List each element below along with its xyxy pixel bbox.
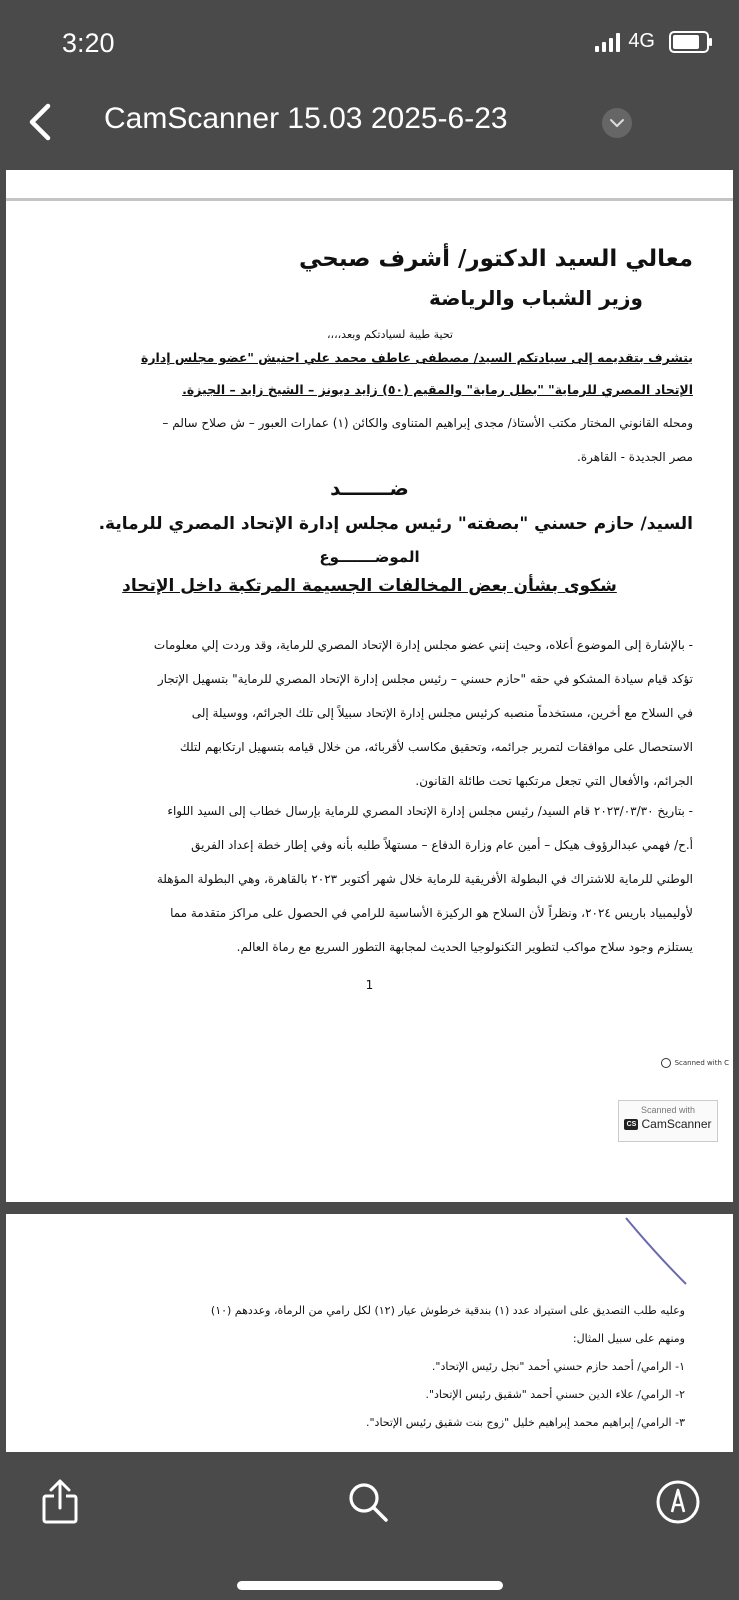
- document-title[interactable]: CamScanner 15.03 2025-6-23: [104, 102, 508, 135]
- network-type: 4G: [628, 30, 655, 52]
- recipient-title: وزير الشباب والرياضة: [428, 286, 643, 310]
- markup-icon: [654, 1478, 702, 1526]
- search-button[interactable]: [344, 1478, 392, 1526]
- document-page-2: [6, 1214, 733, 1452]
- share-button[interactable]: [36, 1478, 84, 1526]
- page2-line-3: ١- الرامي/ أحمد حازم حسني أحمد "نجل رئيس الإتحاد".: [431, 1360, 685, 1373]
- share-icon: [36, 1478, 84, 1526]
- intro-line-2: الإتحاد المصري للرماية" "بطل رماية" والمقيم (٥٠) زايد ديونز – الشيخ زايد – الجيزة.: [182, 382, 693, 397]
- chevron-left-icon: [20, 100, 64, 144]
- scanned-watermark-small: [661, 1058, 729, 1068]
- paragraph-1-line-1: - بالإشارة إلى الموضوع أعلاه، وحيث إنني عضو مجلس إدارة الإتحاد المصري للرماية، وقد وردت إلي معلومات: [153, 638, 693, 652]
- defendant-line: السيد/ حازم حسني "بصفته" رئيس مجلس إدارة الإتحاد المصري للرماية.: [98, 514, 693, 534]
- nav-bar: [0, 90, 739, 160]
- page2-line-2: ومنهم على سبيل المثال:: [572, 1332, 685, 1345]
- bottom-toolbar: [0, 1452, 739, 1600]
- paragraph-2-line-5: يستلزم وجود سلاح مواكب لتطوير التكنولوجيا الحديث لمجابهة التطور السريع مع رماة العالم.: [236, 940, 693, 954]
- subject-line: شكوى بشأن بعض المخالفات الجسيمة المرتكبة داخل الإتحاد: [122, 576, 617, 596]
- camscanner-badge: [618, 1100, 718, 1142]
- scan-edge: [6, 198, 733, 201]
- paragraph-1-line-4: الاستحصال على موافقات لتمرير جرائمه، وتحقيق مكاسب لأقربائه، من خلال قيامه بتسهيل ارتكابهم لتلك: [179, 740, 693, 754]
- battery-icon: [669, 31, 709, 53]
- paragraph-2-line-2: أ.ح/ فهمي عبدالرؤوف هيكل – أمين عام وزارة الدفاع – مستهلاً طلبه بأنه وفي إطار خطة إعداد الفريق: [191, 838, 693, 852]
- signal-icon: [595, 32, 620, 52]
- paragraph-1-line-5: الجرائم، والأفعال التي تجعل مرتكبها تحت طائلة القانون.: [415, 774, 693, 788]
- scanned-small-text: Scanned with C: [674, 1059, 729, 1067]
- intro-line-3: ومحله القانوني المختار مكتب الأستاذ/ مجدى إبراهيم المتناوى والكائن (١) عمارات العبور – ش صلاح سالم –: [162, 416, 693, 430]
- back-button[interactable]: [20, 100, 64, 144]
- camscanner-mini-icon: [661, 1058, 671, 1068]
- paragraph-2-line-1: - بتاريخ ٢٠٢٣/٠٣/٣٠ قام السيد/ رئيس مجلس إدارة الإتحاد المصري للرماية بإرسال خطاب إلى السيد اللواء: [167, 804, 693, 818]
- paragraph-1-line-2: تؤكد قيام سيادة المشكو في حقه "حازم حسني – رئيس مجلس إدارة الإتحاد المصري للرماية" بتسهيل الإتجار: [157, 672, 693, 686]
- search-icon: [344, 1478, 392, 1526]
- title-dropdown-button[interactable]: [602, 108, 632, 138]
- greeting: تحية طيبة لسيادتكم وبعد،،،،: [326, 328, 453, 341]
- subject-label: الموضـــــــوع: [319, 548, 420, 566]
- recipient-name: معالي السيد الدكتور/ أشرف صبحي: [298, 246, 693, 272]
- pen-stroke-mark: [616, 1214, 696, 1294]
- page2-line-1: وعليه طلب التصديق على استيراد عدد (١) بندقية خرطوش عيار (١٢) لكل رامي من الرماة، وعددهم (١٠): [210, 1304, 685, 1317]
- status-bar: [0, 0, 739, 80]
- document-page-1: [6, 170, 733, 1202]
- status-indicators: [595, 30, 709, 53]
- badge-top-text: Scanned with: [640, 1105, 696, 1115]
- chevron-down-icon: [609, 118, 625, 128]
- badge-brand-text: CamScanner: [641, 1117, 712, 1131]
- status-time: 3:20: [62, 28, 115, 58]
- page2-line-4: ٢- الرامي/ علاء الدين حسني أحمد "شقيق رئيس الإتحاد".: [425, 1388, 685, 1401]
- page-number: 1: [365, 978, 374, 992]
- paragraph-2-line-3: الوطني للرماية للاشتراك في البطولة الأفريقية للرماية خلال شهر أكتوبر ٢٠٢٣ بالقاهرة، وهي البطولة المؤهلة: [156, 872, 693, 886]
- intro-line-4: مصر الجديدة - القاهرة.: [577, 450, 693, 464]
- page2-line-5: ٣- الرامي/ إبراهيم محمد إبراهيم خليل "زوج بنت شقيق رئيس الإتحاد".: [366, 1416, 685, 1429]
- markup-button[interactable]: [654, 1478, 702, 1526]
- camscanner-logo-icon: CS: [624, 1119, 638, 1130]
- home-indicator[interactable]: [237, 1581, 503, 1590]
- intro-line-1: يتشرف بتقديمه إلى سيادتكم السيد/ مصطفى عاطف محمد علي احنيش "عضو مجلس إدارة: [140, 350, 693, 365]
- paragraph-1-line-3: في السلاح مع أخرين، مستخدماً منصبه كرئيس مجلس إدارة الإتحاد سبيلاً إلى تلك الجرائم، ووسيلة إلى: [191, 706, 693, 720]
- paragraph-2-line-4: لأوليمبياد باريس ٢٠٢٤، ونظراً لأن السلاح هو الركيزة الأساسية للرامي في الحصول على مراكز متقدمة مما: [170, 906, 693, 920]
- against-heading: ضـــــــد: [330, 476, 409, 500]
